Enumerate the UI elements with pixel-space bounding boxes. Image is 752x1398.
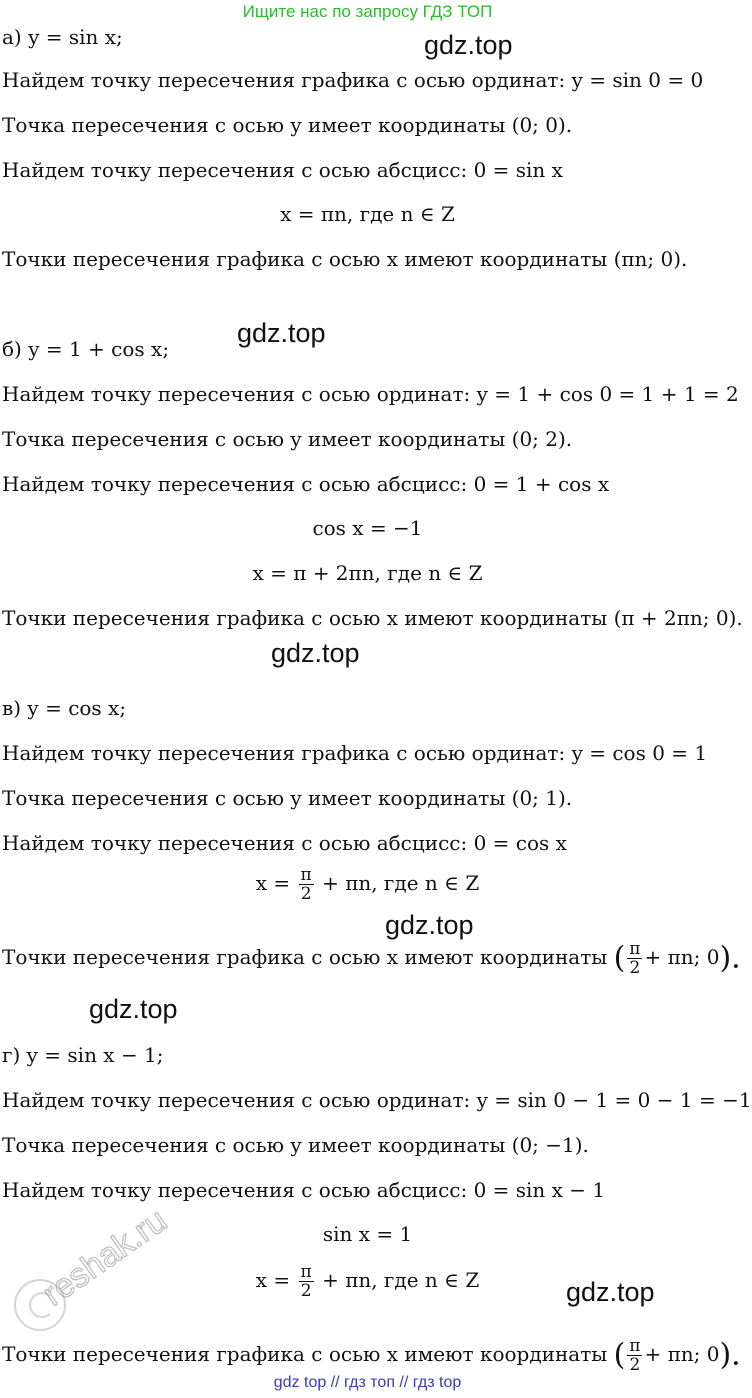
watermark: gdz.top: [237, 318, 326, 348]
part-b-line-2: Точка пересечения с осью y имеет координаты (0; 2).: [2, 427, 573, 451]
fraction: [627, 1337, 642, 1374]
equation-suffix: + πn, где n ∈ Z: [322, 871, 480, 895]
part-g-line-2: Точка пересечения с осью y имеет координаты (0; −1).: [2, 1133, 589, 1157]
watermark: gdz.top: [89, 994, 178, 1024]
equation-prefix: x =: [255, 1268, 291, 1292]
open-paren: (: [613, 940, 626, 976]
reshak-logo-text: reshak.ru: [35, 1201, 174, 1314]
fraction: [299, 1263, 314, 1300]
watermark: gdz.top: [424, 30, 513, 60]
watermark: gdz.top: [566, 1277, 655, 1307]
part-b-line-6: Точки пересечения графика с осью x имеют координаты (π + 2πn; 0).: [2, 606, 743, 630]
part-b-line-5: x = π + 2πn, где n ∈ Z: [252, 561, 483, 585]
close-paren: ).: [719, 940, 741, 976]
part-v-line-3: Найдем точку пересечения с осью абсцисс: 0 = cos x: [2, 831, 567, 855]
part-a-line-5: Точки пересечения графика с осью x имеют координаты (πn; 0).: [2, 247, 688, 271]
footer-links[interactable]: gdz top // гдз топ // гдз top: [273, 1374, 462, 1391]
fraction: [299, 866, 314, 903]
part-g-line-4: sin x = 1: [322, 1222, 413, 1246]
fraction: [627, 940, 642, 977]
fraction-denominator: 2: [629, 958, 641, 978]
part-b-line-4: cos x = −1: [312, 516, 423, 540]
part-a-line-4: x = πn, где n ∈ Z: [280, 202, 455, 226]
part-b-line-1: Найдем точку пересечения с осью ординат: y = 1 + cos 0 = 1 + 1 = 2: [2, 382, 739, 406]
part-a-line-3: Найдем точку пересечения с осью абсцисс: 0 = sin x: [2, 158, 563, 182]
coordinates-suffix: + πn; 0: [644, 1342, 720, 1366]
part-g-line-3: Найдем точку пересечения с осью абсцисс: 0 = sin x − 1: [2, 1178, 606, 1202]
watermark: gdz.top: [385, 910, 474, 940]
coordinates-suffix: + πn; 0: [644, 945, 720, 969]
part-a-line-2: Точка пересечения с осью y имеет координаты (0; 0).: [2, 113, 573, 137]
fraction-numerator: π: [629, 1336, 641, 1356]
fraction-numerator: π: [300, 865, 312, 885]
part-v-line-4: [0, 866, 735, 903]
fraction-denominator: 2: [300, 884, 312, 904]
fraction-denominator: 2: [300, 1281, 312, 1301]
sentence: Точки пересечения графика с осью x имеют координаты: [2, 945, 608, 969]
part-a-title: а) y = sin x;: [2, 25, 123, 49]
part-g-title: г) y = sin x − 1;: [2, 1043, 164, 1067]
equation-suffix: + πn, где n ∈ Z: [322, 1268, 480, 1292]
watermark: gdz.top: [271, 638, 360, 668]
part-a-line-1: Найдем точку пересечения графика с осью ординат: y = sin 0 = 0: [2, 68, 704, 92]
sentence: Точки пересечения графика с осью x имеют координаты: [2, 1342, 608, 1366]
part-v-line-1: Найдем точку пересечения графика с осью ординат: y = cos 0 = 1: [2, 741, 708, 765]
part-v-line-5: [2, 940, 741, 977]
open-paren: (: [613, 1337, 626, 1373]
reshak-logo: [2, 1201, 192, 1340]
equation-prefix: x =: [255, 871, 291, 895]
top-banner[interactable]: Ищите нас по запросу ГДЗ ТОП: [242, 2, 493, 21]
part-b-line-3: Найдем точку пересечения с осью абсцисс: 0 = 1 + cos x: [2, 472, 610, 496]
fraction-numerator: π: [300, 1262, 312, 1282]
part-b-title: б) y = 1 + cos x;: [2, 337, 170, 361]
close-paren: ).: [719, 1337, 741, 1373]
part-g-line-6: [2, 1337, 741, 1374]
part-v-line-2: Точка пересечения с осью y имеет координаты (0; 1).: [2, 786, 573, 810]
part-v-title: в) y = cos x;: [2, 696, 127, 720]
fraction-numerator: π: [629, 939, 641, 959]
fraction-denominator: 2: [629, 1355, 641, 1375]
part-g-line-1: Найдем точку пересечения с осью ординат: y = sin 0 − 1 = 0 − 1 = −1: [2, 1088, 752, 1112]
